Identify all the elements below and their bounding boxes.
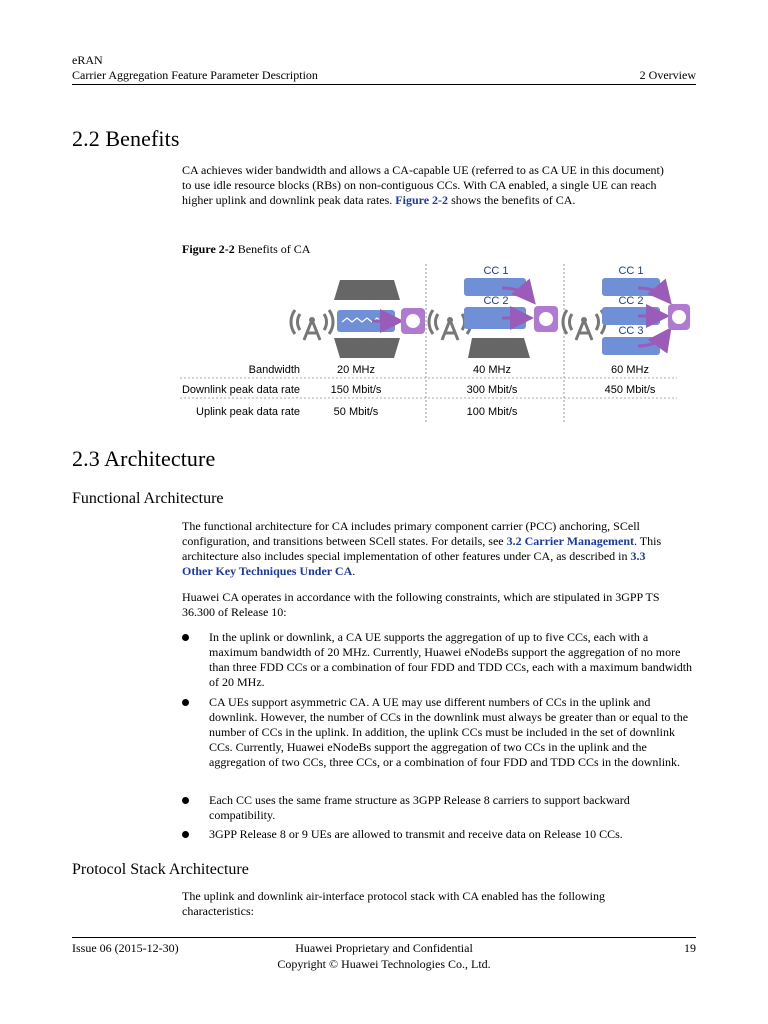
benefits-text-a: CA achieves wider bandwidth and allows a CA-capable UE (referred to as CA UE in this document) to use idle resource blocks (RBs) on non-contiguous CCs. With CA enabled, a single UE can reach higher uplink and downlink peak data rates. (182, 163, 664, 207)
row-label-uplink: Uplink peak data rate (196, 406, 300, 418)
bullet-item: 3GPP Release 8 or 9 UEs are allowed to transmit and receive data on Release 10 CCs. (209, 827, 623, 841)
carrier-block-cc1 (602, 278, 660, 296)
subheading-protocol-stack: Protocol Stack Architecture (72, 861, 249, 878)
figure-label: Figure 2-2 (182, 242, 235, 256)
footer-confidential: Huawei Proprietary and Confidential (295, 941, 473, 955)
idle-block-top (334, 280, 400, 300)
idle-block (468, 338, 530, 358)
functional-text-c: . (352, 564, 356, 578)
bullet-item: In the uplink or downlink, a CA UE supports the aggregation of up to five CCs, each with a maximum bandwidth of 20 MHz. Currently, Huawei eNodeBs support the aggregation of no more than three FDD CCs or a combination of four FDD and TDD CCs, each with a maximum bandwidth of 20 MHz. (209, 630, 693, 689)
bullet-item: Each CC uses the same frame structure as 3GPP Release 8 carriers to support backward compatibility. (209, 793, 630, 822)
constraints-paragraph: Huawei CA operates in accordance with the following constraints, which are stipulated in 3GPP TS 36.300 of Release 10: (182, 590, 660, 619)
header-product: eRAN (72, 53, 103, 67)
functional-text-a: The functional architecture for CA includes primary component carrier (PCC) anchoring, SCell configuration, and transitions between SCell states. For details, see (182, 519, 640, 548)
header-rule (72, 84, 696, 85)
idle-block-bottom (334, 338, 400, 358)
cc-label: CC 2 (483, 295, 509, 307)
carrier-management-link[interactable]: 3.2 Carrier Management (506, 534, 635, 548)
cc-label: CC 3 (618, 325, 644, 337)
protocol-paragraph: The uplink and downlink air-interface protocol stack with CA enabled has the following characteristics: (182, 889, 605, 918)
other-key-techniques-link[interactable]: 3.3 Other Key Techniques Under CA (182, 549, 646, 578)
cell-uplink: 100 Mbit/s (466, 406, 518, 418)
cell-bandwidth: 20 MHz (337, 364, 375, 376)
header-doc-title: Carrier Aggregation Feature Parameter Description (72, 68, 318, 82)
footer-copyright: Copyright © Huawei Technologies Co., Ltd. (277, 957, 491, 971)
carrier-block-cc3 (602, 337, 660, 355)
tower-icon (563, 310, 605, 340)
cell-downlink: 450 Mbit/s (604, 384, 656, 396)
scenario-20mhz (291, 280, 425, 358)
bullet-dot (182, 831, 189, 838)
cell-downlink: 300 Mbit/s (466, 384, 518, 396)
scenario-60mhz (563, 265, 690, 355)
scenario-40mhz (429, 265, 558, 358)
cc-label: CC 1 (483, 265, 509, 277)
benefits-text-b: shows the benefits of CA. (448, 193, 576, 207)
figure-caption (182, 242, 310, 257)
footer-page-number: 19 (684, 941, 696, 955)
benefits-figure (172, 260, 692, 430)
section-heading-architecture: 2.3 Architecture (72, 446, 216, 471)
figure-2-2-link[interactable]: Figure 2-2 (395, 193, 449, 207)
bullet-dot (182, 634, 189, 641)
section-heading-benefits: 2.2 Benefits (72, 126, 180, 151)
functional-text-b: . This architecture also includes special implementation of other features under CA, as described in (182, 534, 662, 563)
cell-bandwidth: 40 MHz (473, 364, 511, 376)
footer-issue: Issue 06 (2015-12-30) (72, 941, 179, 955)
cc-label: CC 2 (618, 295, 644, 307)
cell-bandwidth: 60 MHz (611, 364, 649, 376)
tower-icon (291, 310, 333, 340)
bullet-dot (182, 797, 189, 804)
figure-caption-text: Benefits of CA (234, 242, 311, 256)
footer-rule (72, 937, 696, 938)
row-label-bandwidth: Bandwidth (248, 364, 300, 376)
cell-downlink: 150 Mbit/s (330, 384, 382, 396)
cc-label: CC 1 (618, 265, 644, 277)
row-label-downlink: Downlink peak data rate (181, 384, 300, 396)
cell-uplink: 50 Mbit/s (333, 406, 379, 418)
carrier-block-cc1 (464, 278, 526, 296)
bullet-dot (182, 699, 189, 706)
subheading-functional: Functional Architecture (72, 490, 224, 507)
bullet-item: CA UEs support asymmetric CA. A UE may use different numbers of CCs in the uplink and downlink. However, the number of CCs in the downlink must always be greater than or equal to the number of CCs in the uplink. In addition, the uplink CCs must be included in the set of downlink CCs. Currently, Huawei eNodeBs support the aggregation of two CCs in the uplink and the aggregation of two CCs, three CCs, or a combination of four FDD and TDD CCs in the downlink. (209, 695, 689, 769)
functional-paragraph (182, 519, 672, 579)
benefits-paragraph (182, 163, 672, 208)
header-chapter: 2 Overview (639, 68, 696, 82)
